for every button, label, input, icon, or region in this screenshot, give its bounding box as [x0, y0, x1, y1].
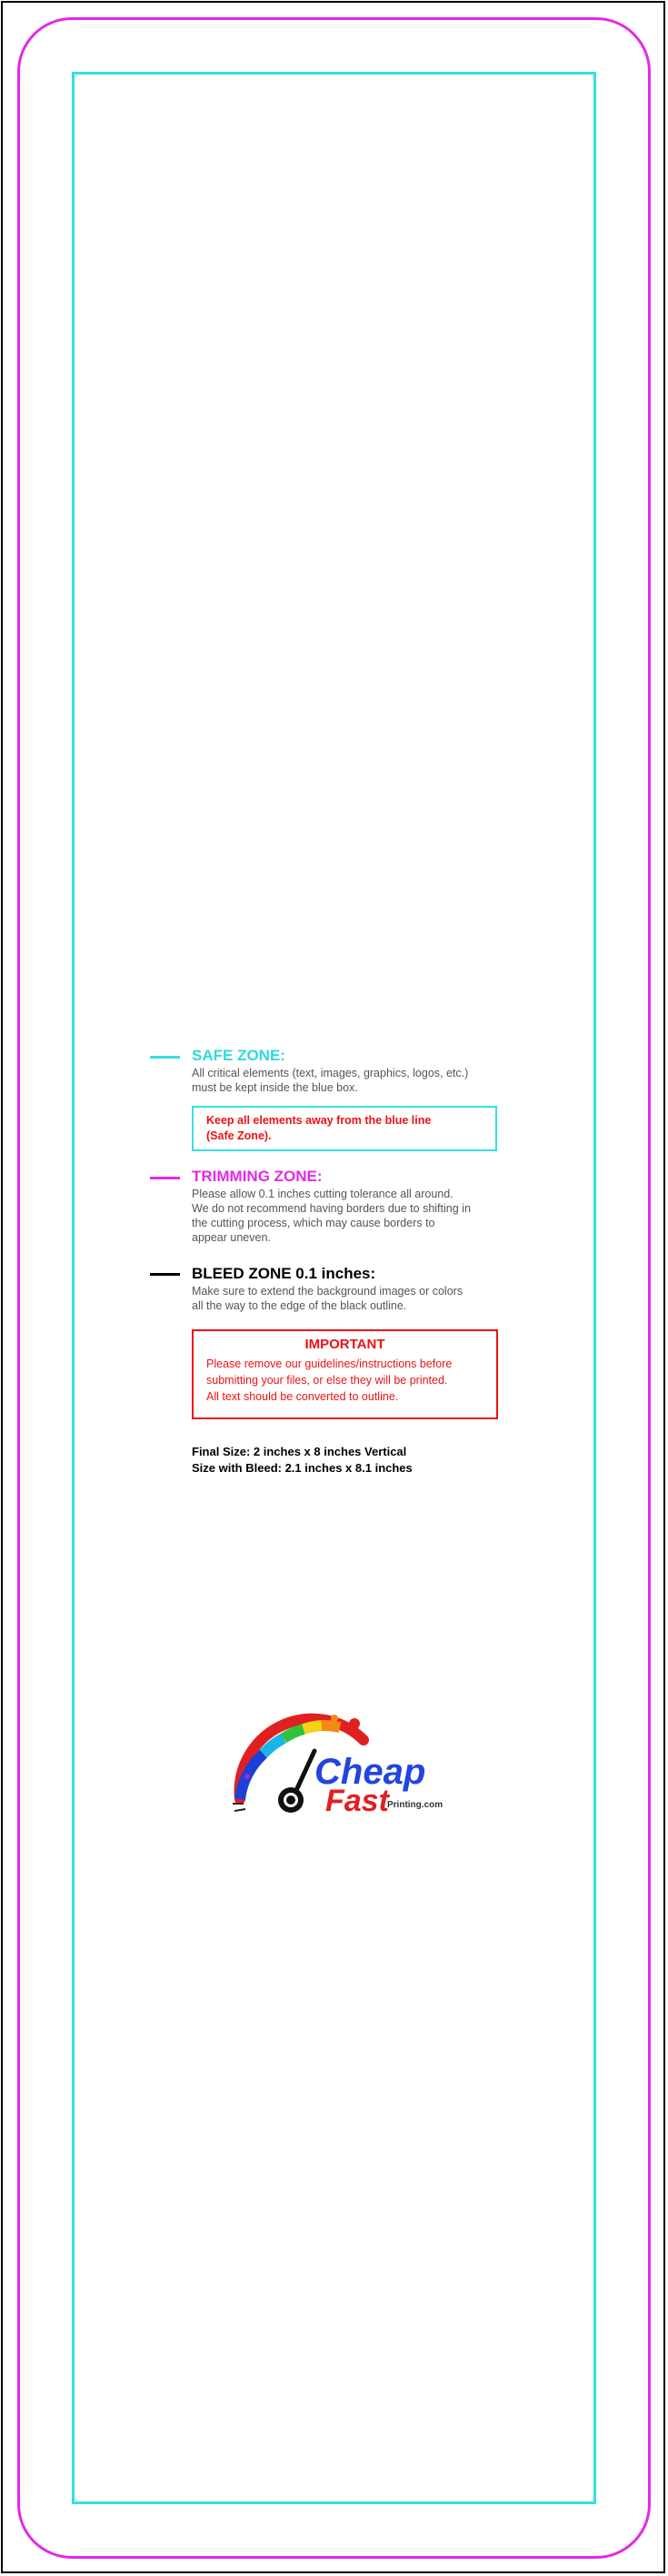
trimming-zone-line: the cutting process, which may cause borders to	[192, 1217, 435, 1229]
trimming-zone-marker	[150, 1177, 180, 1179]
bleed-zone-line: Make sure to extend the background images or colors	[192, 1285, 464, 1298]
bleed-zone-title: BLEED ZONE 0.1 inches:	[192, 1265, 376, 1282]
bleed-zone-line: all the way to the edge of the black outline.	[192, 1299, 407, 1312]
safe-zone-description	[192, 1066, 537, 1095]
size-with-bleed: Size with Bleed: 2.1 inches x 8.1 inches	[192, 1461, 413, 1475]
safe-zone-title: SAFE ZONE:	[192, 1047, 285, 1064]
important-line: All text should be converted to outline.	[206, 1390, 399, 1403]
logo-word-cheap: Cheap	[314, 1752, 426, 1792]
trimming-zone-line: We do not recommend having borders due to shifting in	[192, 1202, 471, 1215]
size-info	[192, 1444, 413, 1477]
trimming-zone-line: Please allow 0.1 inches cutting tolerance all around.	[192, 1188, 454, 1200]
bleed-zone-marker	[150, 1273, 180, 1276]
trimming-zone-line: appear uneven.	[192, 1231, 271, 1244]
trimming-zone-description	[192, 1187, 537, 1245]
logo-word-printing: Printing.com	[387, 1800, 444, 1810]
important-notice	[192, 1329, 498, 1419]
brand-logo	[227, 1713, 473, 1817]
trimming-zone-title: TRIMMING ZONE:	[192, 1168, 323, 1185]
safe-zone-note-line: (Safe Zone).	[206, 1129, 272, 1142]
safe-zone-note	[192, 1106, 497, 1151]
brand-logo-graphic	[227, 1713, 473, 1817]
final-size: Final Size: 2 inches x 8 inches Vertical	[192, 1445, 407, 1458]
important-line: submitting your files, or else they will be printed.	[206, 1374, 448, 1387]
important-line: Please remove our guidelines/instructions before	[206, 1358, 453, 1370]
logo-word-fast: Fast	[325, 1784, 389, 1817]
safe-zone-line: All critical elements (text, images, graphics, logos, etc.)	[192, 1067, 469, 1079]
safe-zone-line: must be kept inside the blue box.	[192, 1081, 358, 1094]
important-title: IMPORTANT	[304, 1337, 385, 1352]
bleed-zone-description	[192, 1284, 537, 1313]
safe-zone-note-line: Keep all elements away from the blue line	[206, 1114, 432, 1127]
safe-zone-marker	[150, 1056, 180, 1059]
